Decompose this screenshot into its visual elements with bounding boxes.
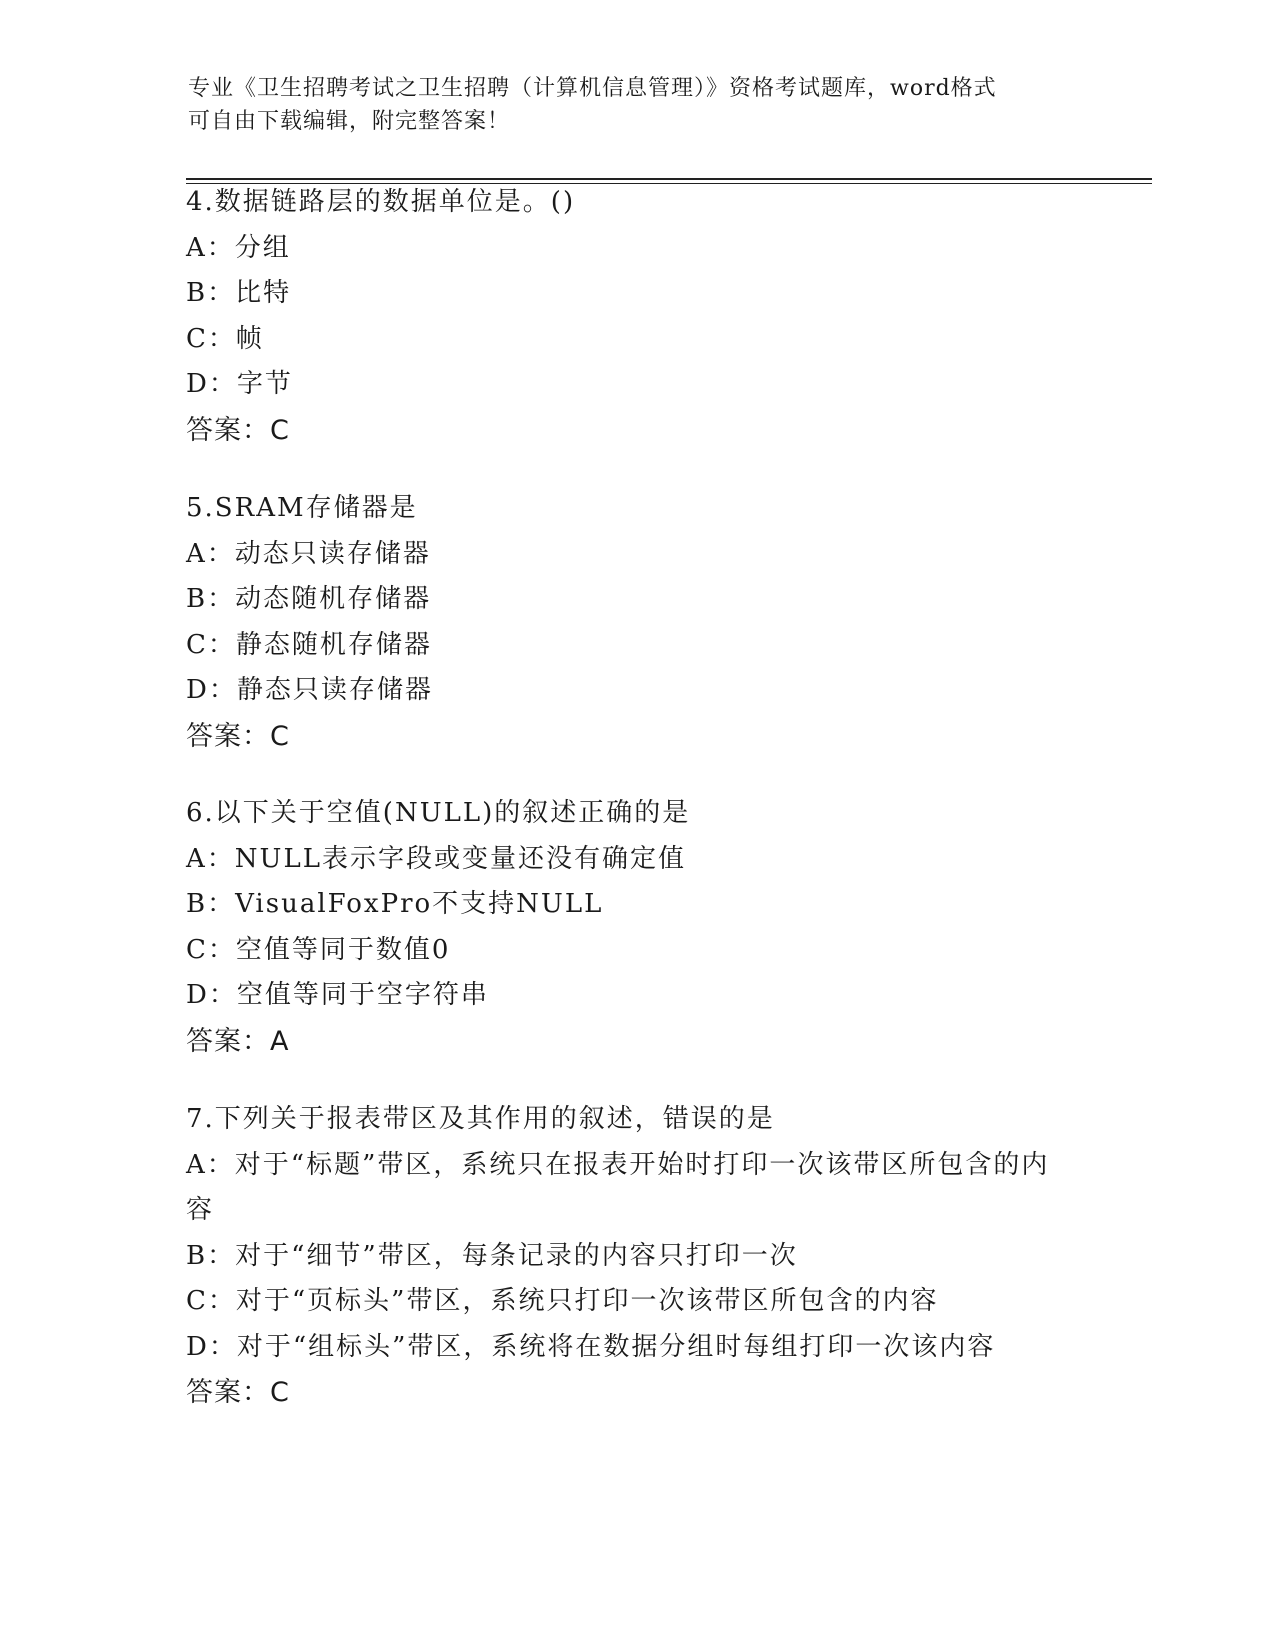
option-a: A：对于“标题”带区，系统只在报表开始时打印一次该带区所包含的内容 <box>186 1149 1050 1225</box>
option-a: A：NULL表示字段或变量还没有确定值 <box>186 843 686 874</box>
option-d: D：对于“组标头”带区，系统将在数据分组时每组打印一次该内容 <box>186 1331 996 1362</box>
answer-label: 答案：C <box>186 414 290 446</box>
option-b: B：VisualFoxPro不支持NULL <box>186 889 604 919</box>
option-a: A：分组 <box>186 232 291 263</box>
option-c: C：空值等同于数值0 <box>186 934 451 965</box>
question-7 <box>186 1097 1146 1416</box>
document-header <box>188 72 1088 138</box>
question-stem: 6.以下关于空值(NULL)的叙述正确的是 <box>186 798 691 828</box>
option-c: C：帧 <box>186 323 264 354</box>
option-c: C：静态随机存储器 <box>186 629 432 660</box>
option-b: B：对于“细节”带区，每条记录的内容只打印一次 <box>186 1240 798 1271</box>
option-d: D：空值等同于空字符串 <box>186 980 489 1010</box>
option-d: D：字节 <box>186 369 293 399</box>
question-4 <box>186 180 1146 453</box>
question-stem: 7.下列关于报表带区及其作用的叙述，错误的是 <box>186 1104 775 1134</box>
option-d: D：静态只读存储器 <box>186 675 433 705</box>
answer-label: 答案：C <box>186 1377 290 1408</box>
question-6 <box>186 791 1146 1064</box>
answer-label: 答案：C <box>186 720 290 752</box>
option-b: B：动态随机存储器 <box>186 584 432 614</box>
question-5 <box>186 486 1146 759</box>
header-line-2: 可自由下载编辑，附完整答案！ <box>188 109 511 134</box>
answer-label: 答案：A <box>186 1025 290 1057</box>
header-line-1: 专业《卫生招聘考试之卫生招聘（计算机信息管理）》资格考试题库，word格式 <box>188 76 997 101</box>
question-stem: 4.数据链路层的数据单位是。() <box>186 187 576 217</box>
option-a: A：动态只读存储器 <box>186 538 431 569</box>
question-stem: 5.SRAM存储器是 <box>186 493 418 523</box>
option-b: B：比特 <box>186 278 292 308</box>
option-c: C：对于“页标头”带区，系统只打印一次该带区所包含的内容 <box>186 1286 939 1316</box>
